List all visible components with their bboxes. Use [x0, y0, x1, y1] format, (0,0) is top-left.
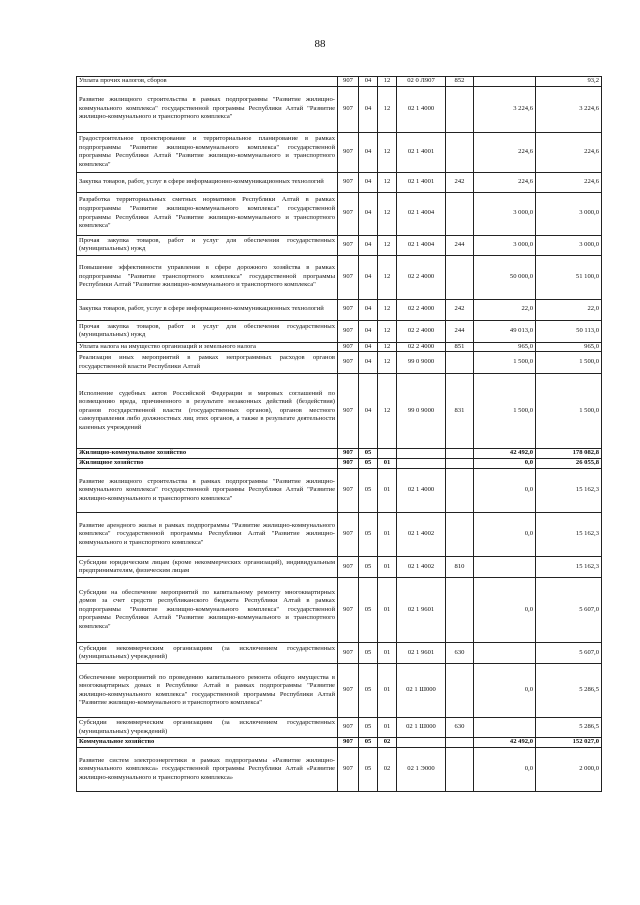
cell-pr: 12	[378, 132, 397, 172]
table-row	[77, 235, 602, 255]
row-name: Разработка территориальных сметных нормативов Республики Алтай в рамках подпрограммы "Развитие жилищно-коммунального комплекса" государственной программы Республики Алтай "Развитие жилищно-коммунального и транспортного комплекса"	[77, 192, 338, 235]
cell-sum-1: 3 224,6	[474, 86, 536, 132]
cell-sum-2: 1 500,0	[536, 374, 602, 449]
cell-sum-2: 224,6	[536, 172, 602, 192]
cell-pr: 01	[378, 664, 397, 718]
cell-sum-2: 5 607,0	[536, 578, 602, 643]
cell-ved: 907	[338, 77, 359, 87]
cell-csr: 02 1 4004	[397, 192, 446, 235]
cell-csr: 02 2 4000	[397, 320, 446, 342]
cell-sum-1: 0,0	[474, 748, 536, 792]
table-row	[77, 192, 602, 235]
cell-pr: 12	[378, 352, 397, 374]
cell-sum-1: 1 500,0	[474, 352, 536, 374]
cell-sum-1: 0,0	[474, 664, 536, 718]
row-name: Субсидии некоммерческим организациям (за исключением государственных (муниципальных) учреждений)	[77, 643, 338, 664]
row-name: Уплата налога на имущество организаций и земельного налога	[77, 342, 338, 352]
cell-rz: 05	[359, 578, 378, 643]
table-row	[77, 557, 602, 578]
cell-csr: 02 1 4001	[397, 172, 446, 192]
cell-vr: 851	[446, 342, 474, 352]
cell-pr: 12	[378, 172, 397, 192]
cell-sum-1: 0,0	[474, 469, 536, 513]
table-row	[77, 255, 602, 299]
cell-ved: 907	[338, 643, 359, 664]
cell-rz: 05	[359, 718, 378, 738]
cell-pr: 12	[378, 86, 397, 132]
cell-rz: 05	[359, 738, 378, 748]
cell-rz: 04	[359, 235, 378, 255]
cell-vr	[446, 352, 474, 374]
table-row	[77, 718, 602, 738]
cell-sum-2: 1 500,0	[536, 352, 602, 374]
cell-pr: 01	[378, 513, 397, 557]
cell-csr: 02 1 9601	[397, 643, 446, 664]
row-name: Жилищно-коммунальное хозяйство	[77, 449, 338, 459]
cell-sum-1: 0,0	[474, 513, 536, 557]
cell-sum-2: 2 000,0	[536, 748, 602, 792]
cell-csr: 02 1 9601	[397, 578, 446, 643]
cell-vr: 831	[446, 374, 474, 449]
cell-pr: 01	[378, 557, 397, 578]
cell-csr: 02 1 Ш000	[397, 718, 446, 738]
cell-pr: 12	[378, 320, 397, 342]
cell-ved: 907	[338, 320, 359, 342]
cell-vr: 244	[446, 235, 474, 255]
row-name: Развитие жилищного строительства в рамках подпрограммы "Развитие жилищно-коммунального комплекса" государственной программы Республики Алтай "Развитие жилищно-коммунального и транспортного комплекса"	[77, 469, 338, 513]
cell-sum-1	[474, 718, 536, 738]
cell-rz: 04	[359, 374, 378, 449]
cell-vr	[446, 664, 474, 718]
cell-sum-2: 152 027,0	[536, 738, 602, 748]
row-name: Прочая закупка товаров, работ и услуг для обеспечения государственных (муниципальных) нужд	[77, 320, 338, 342]
row-name: Прочая закупка товаров, работ и услуг для обеспечения государственных (муниципальных) нужд	[77, 235, 338, 255]
cell-ved: 907	[338, 132, 359, 172]
cell-rz: 04	[359, 192, 378, 235]
cell-ved: 907	[338, 459, 359, 469]
table-row	[77, 643, 602, 664]
row-name: Коммунальное хозяйство	[77, 738, 338, 748]
cell-sum-2: 3 000,0	[536, 192, 602, 235]
cell-rz: 04	[359, 132, 378, 172]
row-name: Закупка товаров, работ, услуг в сфере информационно-коммуникационных технологий	[77, 299, 338, 320]
page-number: 88	[314, 38, 326, 50]
row-name: Развитие арендного жилья в рамках подпрограммы "Развитие жилищно-коммунального комплекса" государственной программы Республики Алтай "Развитие жилищно-коммунального и транспортного комплекса"	[77, 513, 338, 557]
cell-csr: 99 0 9000	[397, 352, 446, 374]
cell-csr: 02 2 4000	[397, 342, 446, 352]
cell-ved: 907	[338, 718, 359, 738]
cell-vr	[446, 738, 474, 748]
table-row	[77, 664, 602, 718]
cell-rz: 04	[359, 77, 378, 87]
cell-ved: 907	[338, 235, 359, 255]
cell-vr: 810	[446, 557, 474, 578]
cell-ved: 907	[338, 513, 359, 557]
cell-csr	[397, 449, 446, 459]
cell-sum-1: 42 492,0	[474, 449, 536, 459]
cell-vr	[446, 459, 474, 469]
cell-vr	[446, 132, 474, 172]
cell-rz: 04	[359, 352, 378, 374]
cell-sum-2: 178 082,8	[536, 449, 602, 459]
cell-csr: 02 1 Э000	[397, 748, 446, 792]
cell-rz: 04	[359, 320, 378, 342]
table-row	[77, 459, 602, 469]
cell-sum-1: 3 000,0	[474, 192, 536, 235]
table-row	[77, 374, 602, 449]
cell-pr: 12	[378, 192, 397, 235]
row-name: Субсидии на обеспечение мероприятий по капитальному ремонту многоквартирных домов за счет средств республиканского бюджета Республики Алтай в рамках подпрограммы "Развитие жилищно-коммунального комплекса" государственной программы Республики Алтай "Развитие жилищно-коммунального и транспортного комплекса"	[77, 578, 338, 643]
cell-csr: 02 1 Ш000	[397, 664, 446, 718]
cell-vr	[446, 86, 474, 132]
table-row	[77, 86, 602, 132]
table-row	[77, 352, 602, 374]
cell-sum-2: 3 224,6	[536, 86, 602, 132]
cell-vr	[446, 748, 474, 792]
cell-vr	[446, 449, 474, 459]
cell-sum-1: 224,6	[474, 132, 536, 172]
cell-sum-2: 5 607,0	[536, 643, 602, 664]
cell-csr: 02 1 4000	[397, 86, 446, 132]
cell-rz: 05	[359, 469, 378, 513]
cell-vr	[446, 469, 474, 513]
cell-sum-1: 965,0	[474, 342, 536, 352]
cell-vr: 242	[446, 172, 474, 192]
cell-sum-2: 965,0	[536, 342, 602, 352]
cell-rz: 05	[359, 748, 378, 792]
table-row	[77, 469, 602, 513]
cell-pr: 12	[378, 255, 397, 299]
row-name: Повышение эффективности управления в сфере дорожного хозяйства в рамках подпрограммы "Развитие транспортного комплекса" государственной программы Республики Алтай "Развитие жилищно-коммунального и транспортного комплекса"	[77, 255, 338, 299]
table-row	[77, 77, 602, 87]
cell-rz: 04	[359, 255, 378, 299]
cell-sum-1: 224,6	[474, 172, 536, 192]
cell-csr: 02 1 4004	[397, 235, 446, 255]
cell-vr: 242	[446, 299, 474, 320]
cell-sum-1: 0,0	[474, 578, 536, 643]
row-name: Уплата прочих налогов, сборов	[77, 77, 338, 87]
cell-rz: 04	[359, 342, 378, 352]
cell-sum-1	[474, 643, 536, 664]
cell-vr: 244	[446, 320, 474, 342]
cell-csr	[397, 459, 446, 469]
table-row	[77, 132, 602, 172]
row-name: Обеспечение мероприятий по проведению капитального ремонта общего имущества в многоквартирных домах в Республике Алтай в рамках подпрограммы "Развитие жилищно-коммунального комплекса" государственной программы Республики Алтай "Развитие жилищно-коммунального и транспортного комплекса"	[77, 664, 338, 718]
cell-ved: 907	[338, 86, 359, 132]
table-row	[77, 320, 602, 342]
cell-csr	[397, 738, 446, 748]
cell-ved: 907	[338, 738, 359, 748]
cell-pr: 01	[378, 459, 397, 469]
cell-rz: 04	[359, 86, 378, 132]
cell-ved: 907	[338, 299, 359, 320]
cell-sum-1: 0,0	[474, 459, 536, 469]
cell-sum-2: 15 162,3	[536, 469, 602, 513]
cell-sum-1: 1 500,0	[474, 374, 536, 449]
cell-vr: 852	[446, 77, 474, 87]
cell-sum-2: 15 162,3	[536, 513, 602, 557]
cell-csr: 02 2 4000	[397, 255, 446, 299]
cell-csr: 02 1 4001	[397, 132, 446, 172]
cell-pr: 01	[378, 578, 397, 643]
cell-rz: 04	[359, 299, 378, 320]
table-row	[77, 342, 602, 352]
table-body	[77, 77, 602, 792]
table-row	[77, 513, 602, 557]
cell-pr	[378, 449, 397, 459]
cell-sum-2: 51 100,0	[536, 255, 602, 299]
cell-vr	[446, 513, 474, 557]
row-name: Исполнение судебных актов Российской Федерации и мировых соглашений по возмещению вреда, причиненного в результате незаконных действий (бездействия) органов государственной власти (государственных органов), органов местного самоуправления либо должностных лиц этих органов, а также в результате деятельности казенных учреждений	[77, 374, 338, 449]
cell-rz: 04	[359, 172, 378, 192]
cell-sum-2: 3 000,0	[536, 235, 602, 255]
cell-pr: 12	[378, 374, 397, 449]
cell-ved: 907	[338, 469, 359, 513]
table-row	[77, 299, 602, 320]
row-name: Развитие систем электроэнергетики в рамках подпрограммы «Развитие жилищно-коммунального комплекса» государственной программы Республики Алтай «Развитие жилищно-коммунального и транспортного комплекса»	[77, 748, 338, 792]
cell-vr	[446, 255, 474, 299]
row-name: Закупка товаров, работ, услуг в сфере информационно-коммуникационных технологий	[77, 172, 338, 192]
table-row	[77, 738, 602, 748]
cell-sum-2: 15 162,3	[536, 557, 602, 578]
cell-ved: 907	[338, 449, 359, 459]
cell-ved: 907	[338, 578, 359, 643]
cell-csr: 02 1 4002	[397, 557, 446, 578]
table-row	[77, 172, 602, 192]
cell-sum-1	[474, 77, 536, 87]
cell-sum-2: 224,6	[536, 132, 602, 172]
cell-ved: 907	[338, 664, 359, 718]
cell-pr: 12	[378, 342, 397, 352]
cell-rz: 05	[359, 664, 378, 718]
cell-rz: 05	[359, 449, 378, 459]
cell-pr: 12	[378, 235, 397, 255]
cell-pr: 02	[378, 748, 397, 792]
cell-ved: 907	[338, 255, 359, 299]
cell-sum-2: 26 055,8	[536, 459, 602, 469]
cell-ved: 907	[338, 172, 359, 192]
row-name: Субсидии юридическим лицам (кроме некоммерческих организаций), индивидуальным предпринимателям, физическим лицам	[77, 557, 338, 578]
cell-rz: 05	[359, 513, 378, 557]
cell-vr	[446, 578, 474, 643]
cell-pr: 01	[378, 643, 397, 664]
cell-sum-1: 49 013,0	[474, 320, 536, 342]
budget-table	[76, 76, 602, 792]
cell-pr: 12	[378, 299, 397, 320]
cell-csr: 02 2 4000	[397, 299, 446, 320]
cell-sum-2: 5 286,5	[536, 664, 602, 718]
row-name: Реализация иных мероприятий в рамках непрограммных расходов органов государственной власти Республики Алтай	[77, 352, 338, 374]
cell-pr: 01	[378, 469, 397, 513]
table-row	[77, 578, 602, 643]
table-row	[77, 449, 602, 459]
cell-vr: 630	[446, 718, 474, 738]
cell-csr: 99 0 9000	[397, 374, 446, 449]
cell-sum-1: 50 000,0	[474, 255, 536, 299]
cell-sum-1: 22,0	[474, 299, 536, 320]
cell-rz: 05	[359, 459, 378, 469]
cell-ved: 907	[338, 192, 359, 235]
cell-ved: 907	[338, 374, 359, 449]
cell-vr: 630	[446, 643, 474, 664]
cell-csr: 02 0 Л907	[397, 77, 446, 87]
row-name: Жилищное хозяйство	[77, 459, 338, 469]
cell-sum-1	[474, 557, 536, 578]
cell-sum-2: 5 286,5	[536, 718, 602, 738]
row-name: Субсидии некоммерческим организациям (за исключением государственных (муниципальных) учреждений)	[77, 718, 338, 738]
cell-sum-1: 3 000,0	[474, 235, 536, 255]
cell-ved: 907	[338, 352, 359, 374]
cell-csr: 02 1 4000	[397, 469, 446, 513]
row-name: Развитие жилищного строительства в рамках подпрограммы "Развитие жилищно-коммунального комплекса" государственной программы Республики Алтай "Развитие жилищно-коммунального и транспортного комплекса"	[77, 86, 338, 132]
cell-sum-1: 42 492,0	[474, 738, 536, 748]
row-name: Градостроительное проектирование и территориальное планирование в рамках подпрограммы "Развитие жилищно-коммунального комплекса" государственной программы Республики Алтай "Развитие жилищно-коммунального и транспортного комплекса"	[77, 132, 338, 172]
cell-csr: 02 1 4002	[397, 513, 446, 557]
cell-rz: 05	[359, 643, 378, 664]
cell-ved: 907	[338, 557, 359, 578]
cell-pr: 12	[378, 77, 397, 87]
cell-rz: 05	[359, 557, 378, 578]
cell-ved: 907	[338, 342, 359, 352]
cell-pr: 01	[378, 718, 397, 738]
cell-sum-2: 93,2	[536, 77, 602, 87]
cell-vr	[446, 192, 474, 235]
cell-sum-2: 50 113,0	[536, 320, 602, 342]
cell-sum-2: 22,0	[536, 299, 602, 320]
table-row	[77, 748, 602, 792]
cell-ved: 907	[338, 748, 359, 792]
cell-pr: 02	[378, 738, 397, 748]
